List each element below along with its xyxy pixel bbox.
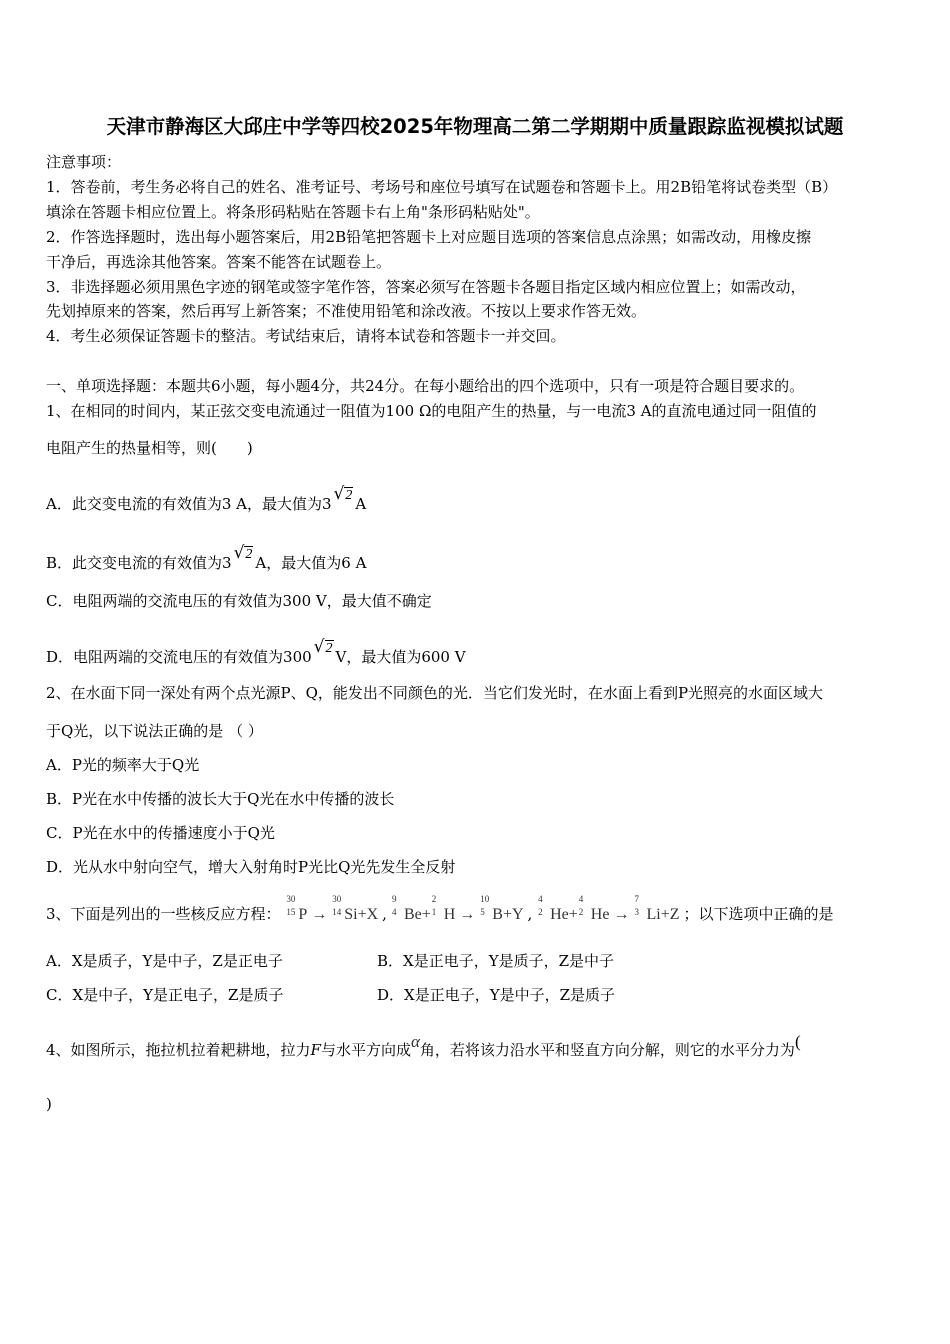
exam-title: 天津市静海区大邱庄中学等四校2025年物理高二第二学期期中质量跟踪监视模拟试题 bbox=[106, 115, 844, 138]
notice-line-5: 3．非选择题必须用黑色字迹的钢笔或签字笔作答，答案必须写在答题卡各题目指定区域内相应位置上；如需改动， bbox=[46, 278, 806, 296]
q1-option-a-text: A．此交变电流的有效值为3 A，最大值为3 bbox=[46, 495, 332, 513]
q2-stem-line-1: 2、在水面下同一深处有两个点光源P、Q，能发出不同颜色的光．当它们发光时，在水面上看到P光照亮的水面区域大 bbox=[46, 684, 824, 702]
q3-stem-tail: ；以下选项中正确的是 bbox=[683, 905, 834, 923]
q2-option-d: D．光从水中射向空气，增大入射角时P光比Q光先发生全反射 bbox=[46, 858, 456, 876]
nuclear-equation-3: 4 2 He+ 4 2 He → 7 3 Li+Z bbox=[538, 894, 680, 924]
q3-options-row-1 bbox=[46, 951, 615, 971]
q3-option-b: B．X是正电子，Y是质子，Z是中子 bbox=[377, 952, 615, 970]
notice-heading: 注意事项： bbox=[46, 153, 122, 171]
alpha-symbol: α bbox=[410, 1032, 420, 1051]
q3-options-row-2 bbox=[46, 985, 616, 1005]
nuclear-equation-2: 9 4 Be+ 2 1 H → 10 5 B+Y bbox=[391, 894, 524, 924]
q3-option-d: D．X是正电子，Y是中子，Z是质子 bbox=[377, 986, 616, 1004]
q1-stem-line-2: 电阻产生的热量相等，则( ) bbox=[46, 439, 253, 457]
q3-stem-text: 3、下面是列出的一些核反应方程： bbox=[46, 905, 281, 923]
sqrt-symbol: √2 bbox=[233, 543, 253, 563]
q1-option-a-unit: A bbox=[355, 495, 367, 513]
q2-option-b: B．P光在水中传播的波长大于Q光在水中传播的波长 bbox=[46, 790, 395, 808]
q3-option-a: A．X是质子，Y是中子，Z是正电子 bbox=[46, 952, 283, 970]
notice-line-2: 填涂在答题卡相应位置上。将条形码粘贴在答题卡右上角"条形码粘贴处"。 bbox=[46, 203, 540, 221]
q3-option-c: C．X是中子，Y是正电子，Z是质子 bbox=[46, 986, 284, 1004]
q1-option-d bbox=[46, 637, 466, 667]
nuclear-equation-1: 30 15 P → 30 14 Si+X bbox=[286, 894, 379, 924]
answer-bracket-close: ) bbox=[46, 1095, 52, 1113]
q4-stem: 4、如图所示，拖拉机拉着耙耕地，拉力F与水平方向成α角，若将该力沿水平和竖直方向分解，则它的水平分力为( bbox=[46, 1032, 801, 1059]
notice-line-1: 1．答卷前，考生务必将自己的姓名、准考证号、考场号和座位号填写在试题卷和答题卡上。用2B铅笔将试卷类型（B） bbox=[46, 178, 838, 196]
sqrt-symbol: √2 bbox=[333, 484, 353, 504]
q1-option-d-text: D．电阻两端的交流电压的有效值为300 bbox=[46, 648, 312, 666]
force-symbol: F bbox=[310, 1041, 321, 1059]
notice-line-4: 干净后，再选涂其他答案。答案不能答在试题卷上。 bbox=[46, 253, 392, 271]
q4-stem-text: 4、如图所示，拖拉机拉着耙耕地，拉力 bbox=[46, 1041, 311, 1059]
q1-option-b bbox=[46, 543, 366, 573]
q1-option-a bbox=[46, 484, 366, 514]
sqrt-symbol: √2 bbox=[313, 637, 333, 657]
q2-option-c: C．P光在水中的传播速度小于Q光 bbox=[46, 824, 275, 842]
notice-line-3: 2．作答选择题时，选出每小题答案后，用2B铅笔把答题卡上对应题目选项的答案信息点涂黑；如需改动，用橡皮擦 bbox=[46, 228, 812, 246]
q1-option-c: C．电阻两端的交流电压的有效值为300 V，最大值不确定 bbox=[46, 592, 432, 610]
answer-bracket-open: ( bbox=[794, 1032, 801, 1051]
section-heading: 一、单项选择题：本题共6小题，每小题4分，共24分。在每小题给出的四个选项中，只有一项是符合题目要求的。 bbox=[46, 377, 805, 395]
q1-option-b-text: B．此交变电流的有效值为3 bbox=[46, 554, 232, 572]
q2-stem-line-2: 于Q光，以下说法正确的是 （ ） bbox=[46, 722, 263, 740]
q1-stem-line-1: 1、在相同的时间内，某正弦交变电流通过一阻值为100 Ω的电阻产生的热量，与一电流3 A的直流电通过同一阻值的 bbox=[46, 402, 817, 420]
notice-line-6: 先划掉原来的答案，然后再写上新答案；不准使用铅笔和涂改液。不按以上要求作答无效。 bbox=[46, 302, 647, 320]
q1-option-d-tail: V，最大值为600 V bbox=[335, 648, 466, 666]
q1-option-b-tail: A，最大值为6 A bbox=[255, 554, 367, 572]
notice-line-7: 4．考生必须保证答题卡的整洁。考试结束后，请将本试卷和答题卡一并交回。 bbox=[46, 327, 566, 345]
q3-stem: 3、下面是列出的一些核反应方程： 30 15 P → 30 14 Si+X , 9 4 Be+ 2 1 H → 10 5 B+Y , 4 2 He+ 4 2 He → 7 3 Li+Z ；以下选项中正确的是 bbox=[46, 894, 834, 924]
q2-option-a: A．P光的频率大于Q光 bbox=[46, 756, 200, 774]
